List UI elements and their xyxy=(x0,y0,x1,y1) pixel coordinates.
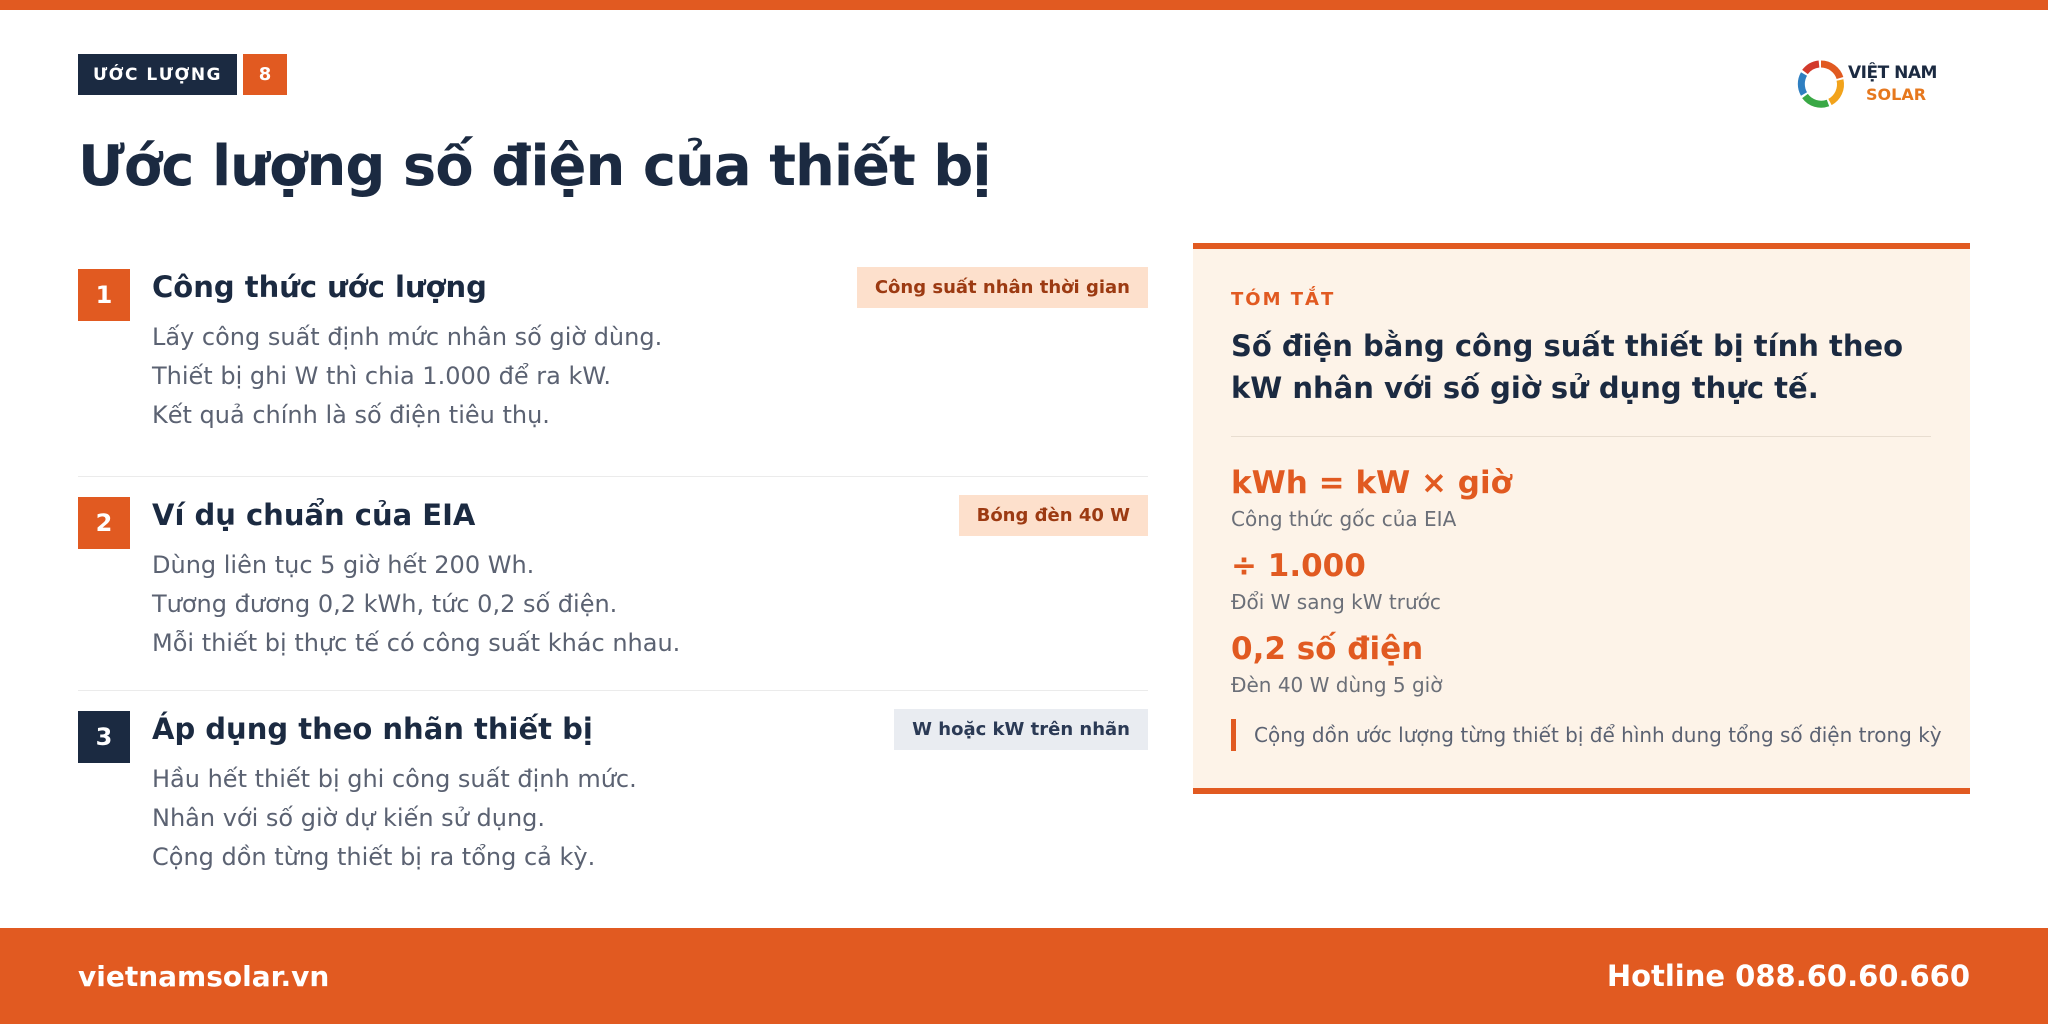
section-tag-number: 8 xyxy=(243,54,287,95)
step-2-line-1: Dùng liên tục 5 giờ hết 200 Wh. xyxy=(152,551,535,579)
metric-conversion-desc: Đổi W sang kW trước xyxy=(1231,590,1441,614)
step-title-3: Áp dụng theo nhãn thiết bị xyxy=(152,712,593,746)
solar-ring-icon xyxy=(1796,59,1846,109)
step-badge-3: W hoặc kW trên nhãn xyxy=(894,709,1148,750)
footer-hotline[interactable]: Hotline 088.60.60.660 xyxy=(1606,959,1970,993)
step-item-1 xyxy=(78,262,1148,476)
step-3-line-2: Nhân với số giờ dự kiến sử dụng. xyxy=(152,804,546,832)
logo-text-line2: SOLAR xyxy=(1866,85,1927,104)
step-1-line-3: Kết quả chính là số điện tiêu thụ. xyxy=(152,401,550,429)
summary-headline: Số điện bằng công suất thiết bị tính theo kW nhân với số giờ sử dụng thực tế. xyxy=(1231,329,1904,405)
section-tag xyxy=(78,54,287,95)
step-badge-1: Công suất nhân thời gian xyxy=(857,267,1148,308)
step-number-3: 3 xyxy=(78,711,130,763)
metric-conversion xyxy=(1231,548,1441,614)
step-3-line-3: Cộng dồn từng thiết bị ra tổng cả kỳ. xyxy=(152,843,596,871)
steps-list xyxy=(78,262,1148,904)
step-title-2: Ví dụ chuẩn của EIA xyxy=(152,498,476,532)
step-lines-2 xyxy=(152,546,680,663)
metric-example-desc: Đèn 40 W dùng 5 giờ xyxy=(1231,673,1443,697)
step-1-line-2: Thiết bị ghi W thì chia 1.000 để ra kW. xyxy=(152,362,611,390)
summary-panel xyxy=(1193,243,1970,794)
step-badge-2: Bóng đèn 40 W xyxy=(959,495,1148,536)
summary-note: Cộng dồn ước lượng từng thiết bị để hình dung tổng số điện trong kỳ xyxy=(1231,719,1931,751)
summary-label: TÓM TẮT xyxy=(1231,289,1336,310)
metric-conversion-value: ÷ 1.000 xyxy=(1231,548,1366,584)
vietnam-solar-logo xyxy=(1796,56,1946,112)
step-item-2 xyxy=(78,476,1148,690)
metric-formula-desc: Công thức gốc của EIA xyxy=(1231,507,1457,531)
top-accent-bar xyxy=(0,0,2048,10)
page-title: Ước lượng số điện của thiết bị xyxy=(78,134,991,199)
metric-formula-value: kWh = kW × giờ xyxy=(1231,465,1512,501)
step-3-line-1: Hầu hết thiết bị ghi công suất định mức. xyxy=(152,765,637,793)
step-lines-1 xyxy=(152,318,662,435)
step-lines-3 xyxy=(152,760,637,877)
step-number-2: 2 xyxy=(78,497,130,549)
step-1-line-1: Lấy công suất định mức nhân số giờ dùng. xyxy=(152,323,663,351)
metric-example xyxy=(1231,631,1442,697)
footer-website-link[interactable]: vietnamsolar.vn xyxy=(78,959,330,993)
step-item-3 xyxy=(78,690,1148,904)
step-2-line-2: Tương đương 0,2 kWh, tức 0,2 số điện. xyxy=(152,590,618,618)
summary-divider xyxy=(1231,436,1931,437)
logo-text-line1: VIỆT NAM xyxy=(1848,63,1937,83)
metric-formula xyxy=(1231,465,1512,531)
metric-example-value: 0,2 số điện xyxy=(1231,631,1424,667)
step-number-1: 1 xyxy=(78,269,130,321)
step-2-line-3: Mỗi thiết bị thực tế có công suất khác nhau. xyxy=(152,629,681,657)
section-tag-label: ƯỚC LƯỢNG xyxy=(78,54,237,95)
step-title-1: Công thức ước lượng xyxy=(152,270,487,304)
footer-bar xyxy=(0,928,2048,1024)
